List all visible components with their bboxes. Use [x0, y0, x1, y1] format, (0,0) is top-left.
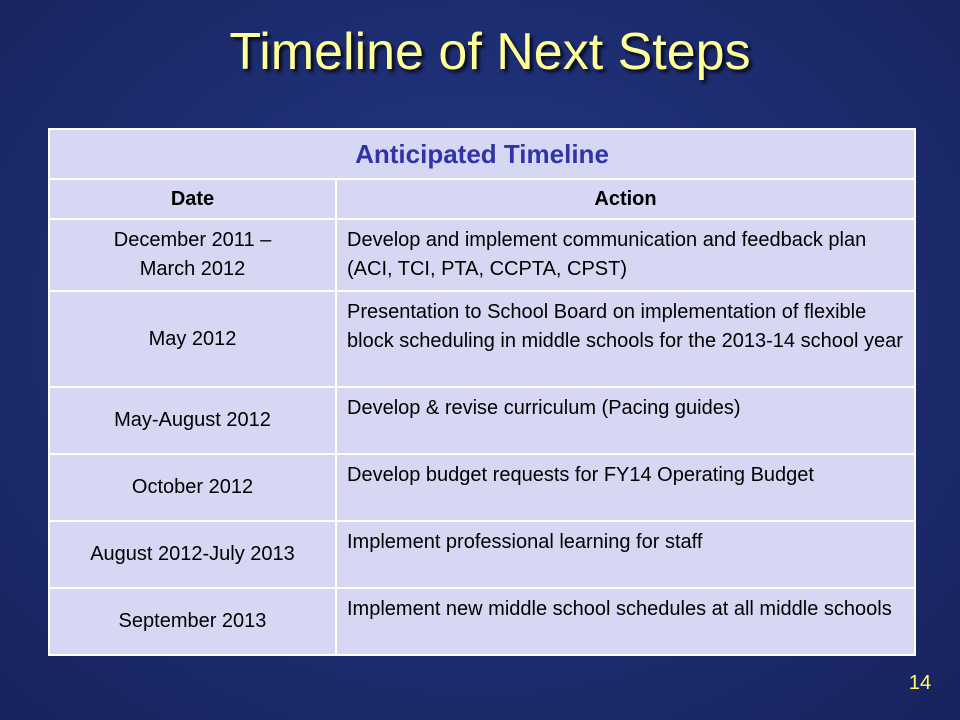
action-cell: Develop budget requests for FY14 Operating Budget: [336, 454, 915, 521]
slide-title: Timeline of Next Steps: [229, 23, 751, 81]
action-column-header: Action: [336, 179, 915, 219]
date-cell: August 2012-July 2013: [49, 521, 336, 588]
action-cell: Develop and implement communication and feedback plan (ACI, TCI, PTA, CCPTA, CPST): [336, 219, 915, 291]
table-caption: Anticipated Timeline: [49, 129, 915, 179]
table-row: [49, 387, 915, 454]
date-cell: October 2012: [49, 454, 336, 521]
table-row: [49, 521, 915, 588]
table-header-row: [49, 179, 915, 219]
date-cell: September 2013: [49, 588, 336, 655]
action-cell: Develop & revise curriculum (Pacing guides): [336, 387, 915, 454]
timeline-table: [48, 128, 916, 656]
action-cell: Implement professional learning for staff: [336, 521, 915, 588]
date-cell: May 2012: [49, 291, 336, 387]
date-cell: May-August 2012: [49, 387, 336, 454]
table-caption-row: [49, 129, 915, 179]
table-row: [49, 454, 915, 521]
table-row: [49, 219, 915, 291]
action-cell: Presentation to School Board on implementation of flexible block scheduling in middle schools for the 2013-14 school year: [336, 291, 915, 387]
table-row: [49, 588, 915, 655]
page-number: 14: [908, 672, 932, 694]
table-row: [49, 291, 915, 387]
action-cell: Implement new middle school schedules at all middle schools: [336, 588, 915, 655]
date-column-header: Date: [49, 179, 336, 219]
date-cell: December 2011 – March 2012: [49, 219, 336, 291]
